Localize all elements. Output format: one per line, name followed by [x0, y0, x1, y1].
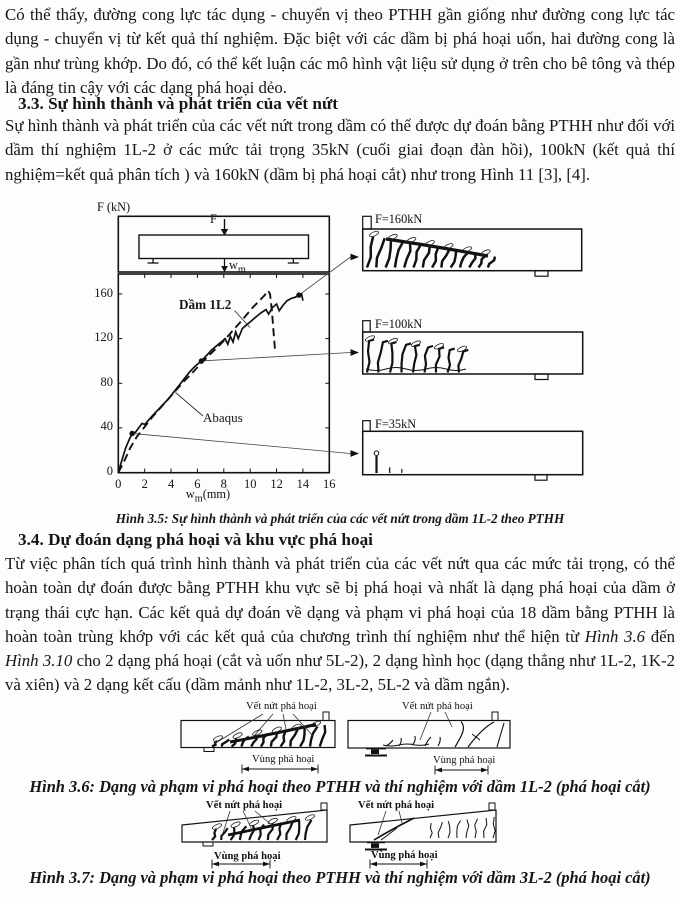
crack-line [460, 252, 469, 268]
crack-line [222, 740, 229, 747]
crack-line [484, 818, 487, 838]
crack-line [469, 254, 475, 268]
curve-marker [199, 358, 204, 363]
crack-line [458, 350, 468, 373]
figure-3-6-graphics [0, 700, 680, 780]
crack-line [240, 826, 247, 840]
crack-contour [387, 233, 398, 241]
leader-arrow-100 [351, 349, 360, 356]
crack-line [305, 820, 312, 840]
paragraph-1: Có thể thấy, đường cong lực tác dụng - chuyển vị theo PTHH gần giống như đường cong lực tác dụng - chuyển vị từ kết quả thí nghiệm. Đặc biệt với các dầm bị phá hoại uốn, hai đường cong là gần như trùng khớp. Do đó, có thể kết luận các mô hình vật liệu sử dụng ở trên cho bê tông và thép là đáng tin cậy với các dạng phá hoại dẻo. [5, 5, 675, 97]
chart-curves [118, 257, 350, 473]
test-beam-1l2 [348, 712, 510, 775]
figure-ref-3-6: Hình 3.6 [584, 626, 646, 646]
crack-line [466, 820, 469, 838]
curve-abaqus [118, 294, 303, 473]
crack-line [493, 817, 495, 838]
test-beam-3l2 [350, 803, 496, 869]
crack-line [281, 731, 286, 747]
crack-label: Vết nứt phá hoại [246, 701, 317, 712]
crack-line [432, 247, 438, 267]
fem-beam-3l2 [182, 803, 327, 869]
crack-line [320, 725, 325, 747]
inset-force-label: F [210, 212, 217, 226]
crack-line [404, 243, 410, 268]
y-tick-label: 40 [100, 419, 113, 434]
crack-line [268, 824, 273, 840]
figure-ref-3-10: Hình 3.10 [5, 651, 73, 671]
crack-contour [369, 230, 380, 238]
x-tick-label: 4 [167, 477, 175, 491]
crack-line [390, 468, 391, 474]
crack-line [232, 738, 236, 746]
crack-contour [252, 729, 263, 737]
crack-contour [267, 817, 278, 825]
x-axis-title: $w_m(mm)$ [185, 487, 231, 505]
y-tick-label: 80 [100, 374, 113, 389]
x-tick-label: 8 [220, 477, 227, 491]
paragraph-3 [5, 552, 675, 698]
crack-contour [480, 249, 491, 257]
crack-line [438, 737, 440, 746]
crack-contour [457, 345, 468, 353]
annotation-leader-line [132, 433, 350, 453]
crack-line [367, 237, 373, 268]
crack-line [290, 729, 297, 746]
annotation-leader-line [299, 257, 351, 295]
zone-label: Vùng phá hoại [371, 850, 438, 861]
caption-figure-3-5: Hình 3.5: Sự hình thành và phát triển của các vết nứt trong dầm 1L-2 theo PTHH [115, 511, 565, 526]
crack-line [448, 349, 455, 373]
crack-contour [443, 242, 454, 250]
crack-line [425, 737, 431, 746]
crack-contour [212, 823, 223, 831]
y-tick-label: 120 [94, 330, 113, 345]
crack-line [441, 249, 449, 268]
series-label-dam-1l2: Dầm 1L2 [179, 297, 232, 312]
dimension-line [242, 765, 318, 774]
crack-contour [305, 814, 316, 822]
crack-line [390, 342, 396, 372]
crack-contour [271, 726, 282, 734]
crack-line [286, 822, 292, 840]
leader-arrow-160 [351, 254, 360, 261]
crack-line [488, 257, 495, 268]
zone-label: Vùng phá hoại [214, 851, 281, 862]
fem-beam-1l2 [181, 712, 335, 774]
crack-diagram-35kN [363, 421, 583, 481]
x-tick-label: 0 [115, 477, 122, 491]
crack-line [423, 246, 430, 268]
crack-line [367, 340, 374, 373]
crack-line [221, 828, 227, 840]
plot-frame [118, 274, 329, 473]
crack-diagram-100kN [363, 321, 583, 380]
crack-label: Vết nứt phá hoại [358, 800, 435, 811]
crack-diagram-160kN [363, 216, 582, 276]
crack-contour [374, 451, 379, 456]
curve-marker [129, 431, 134, 436]
caption-figure-3-6: Hình 3.6: Dạng và phạm vi phá hoại theo PTHH và thí nghiệm với dầm 1L-2 (phá hoại cắt) [29, 777, 651, 796]
force-arrow [221, 229, 228, 236]
crack-line [412, 736, 415, 745]
paragraph-2: Sự hình thành và phát triển của các vết nứt trong dầm có thể được dự đoán bằng PTHH như đối với dầm thí nghiệm 1L-2 ở các mức tải trọng 35kN (cuối giai đoạn đàn hồi), 100kN (kết quả thí nghiệm=kết quả phân tích ) và 160kN (dầm bị phá hoại cắt) như trong Hình 11 [3], [4]. [5, 116, 675, 184]
caption-figure-3-7: Hình 3.7: Dạng và phạm vi phá hoại theo PTHH và thí nghiệm với dầm 3L-2 (phá hoại cắt) [29, 868, 651, 887]
crack-contour [232, 732, 243, 740]
load-label-35kn: F=35kN [375, 417, 417, 431]
crack-contour [213, 735, 224, 743]
crack-line [472, 734, 480, 740]
crack-line [475, 819, 478, 838]
crack-line [300, 728, 304, 747]
crack-band [228, 820, 300, 835]
crack-contour [311, 720, 322, 728]
crack-line [376, 238, 384, 267]
paragraph-3-text: đến [645, 626, 675, 646]
x-tick-label: 2 [141, 477, 148, 491]
crack-contour [249, 819, 260, 827]
crack-line [402, 343, 412, 372]
crack-contour [388, 337, 399, 345]
beam-schematic-inset [118, 216, 329, 272]
crack-line [430, 823, 432, 838]
crack-line [468, 722, 494, 747]
crack-contour [434, 342, 445, 350]
crack-line [212, 829, 216, 840]
crack-contour [462, 246, 473, 254]
crack-line [310, 727, 318, 747]
crack-line [381, 828, 397, 840]
crack-contour [424, 239, 435, 247]
crack-contour [411, 340, 422, 348]
crack-line [296, 821, 300, 840]
crack-line [402, 469, 403, 473]
crack-line [259, 825, 265, 841]
crack-contour-bottom [366, 368, 466, 371]
crack-line [479, 255, 487, 267]
curve-marker [296, 292, 301, 297]
load-label-100kn: F=100kN [375, 317, 423, 331]
abaqus-leader-line [176, 393, 204, 417]
section-heading-3-4: 3.4. Dự đoán dạng phá hoại và khu vực phá hoại [18, 530, 373, 549]
crack-line [271, 732, 277, 746]
crack-line [378, 341, 388, 373]
crack-line [438, 822, 442, 838]
y-tick-label: 160 [94, 285, 113, 300]
crack-band [230, 725, 316, 743]
crack-contour [291, 723, 302, 731]
crack-label: Vết nứt phá hoại [402, 701, 473, 712]
crack-line [425, 346, 434, 373]
y-tick-label: 0 [106, 464, 113, 478]
x-tick-label: 12 [270, 477, 283, 491]
crack-line [241, 737, 249, 747]
crack-line [383, 744, 429, 746]
series-label-abaqus: Abaqus [203, 410, 243, 425]
crack-line [413, 345, 420, 373]
figure-3-5-graphics [0, 198, 680, 508]
crack-contour [406, 236, 417, 244]
dam1l2-leader-line [235, 311, 251, 328]
crack-band [386, 239, 488, 256]
leader-arrow-35 [351, 450, 360, 457]
crack-line [414, 244, 422, 267]
crack-line [497, 723, 504, 747]
y-axis-title: F (kN) [97, 200, 131, 214]
x-tick-label: 14 [296, 477, 310, 491]
crack-line [249, 825, 254, 840]
crack-line [436, 347, 444, 372]
paragraph-3-text: cho 2 dạng phá hoại (cắt và uốn như 5L-2), 2 dạng hình học (dạng thẳng như 1L-2, 1K-2 và xiên) và 2 dạng kết cấu (dầm mảnh như 1L-2, 3L-2, 5L-2 và dầm ngắn). [5, 651, 676, 695]
inset-deflection-label: $w_m$ [229, 258, 246, 276]
crack-line [451, 250, 456, 267]
crack-line [277, 823, 281, 840]
crack-line [448, 821, 450, 838]
zone-label: Vùng phá hoại [252, 754, 315, 765]
x-tick-label: 16 [323, 477, 336, 491]
dimension-line [435, 766, 488, 775]
crack-line [231, 827, 235, 840]
crack-line [386, 240, 391, 268]
crack-line [457, 821, 461, 839]
crack-line [212, 741, 217, 747]
crack-line [455, 722, 463, 748]
crack-line [251, 735, 256, 746]
crack-contour [286, 815, 297, 823]
paragraph-3-text: Từ việc phân tích quá trình hình thành và phát triển của các vết nứt qua các mức tải trọng, có thể hoàn toàn dự đoán được bằng PTHH khu vực sẽ bị phá hoại và nhất là dạng phá hoại của dầm ở trạng thái cực hạn. Các kết quả dự đoán về dạng và phạm vi phá hoại của 18 dầm bằng PTHH là hoàn toàn trùng khớp với các kết quả của chương trình thí nghiệm như thể hiện từ [5, 554, 675, 646]
crack-line [261, 734, 268, 747]
x-tick-label: 6 [194, 477, 201, 491]
crack-contour [230, 821, 241, 829]
figure-3-7-graphics [0, 798, 680, 870]
annotation-leader-line [201, 353, 350, 361]
zone-label: Vùng phá hoại [433, 755, 496, 766]
load-label-160kn: F=160kN [375, 212, 423, 226]
crack-line [374, 818, 414, 840]
crack-contour [365, 335, 376, 343]
crack-label: Vết nứt phá hoại [206, 800, 283, 811]
crack-line [386, 740, 393, 746]
crack-line [395, 241, 404, 267]
crack-line [399, 738, 401, 746]
section-heading-3-3: 3.3. Sự hình thành và phát triển của vết nứt [18, 94, 339, 113]
curve-experiment [118, 291, 275, 473]
deflection-arrow [221, 266, 228, 272]
x-tick-label: 10 [243, 477, 257, 491]
